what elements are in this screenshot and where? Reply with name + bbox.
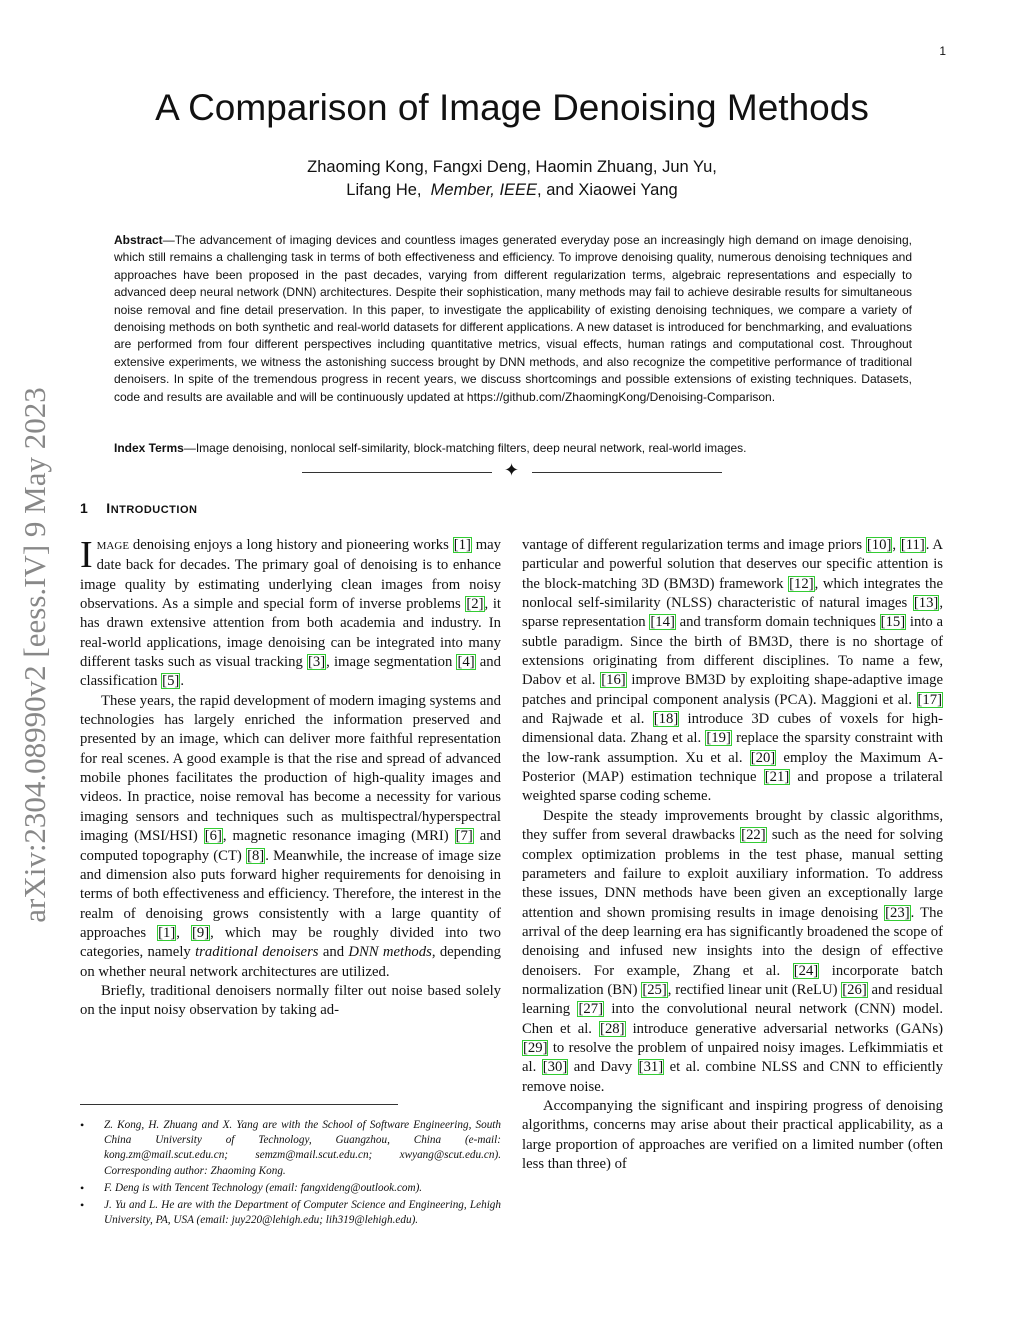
section-heading-introduction: 1 INTRODUCTION (80, 500, 198, 516)
citation-link[interactable]: [25] (642, 981, 667, 998)
drop-cap: I (80, 534, 93, 576)
bullet-icon: • (80, 1198, 85, 1213)
ieee-member-role: Member, IEEE (430, 181, 538, 199)
citation-link[interactable]: [8] (247, 847, 265, 864)
page-number: 1 (939, 44, 946, 58)
citation-link[interactable]: [10] (866, 537, 892, 553)
abstract-label: Abstract (114, 233, 163, 247)
paragraph: These years, the rapid development of modern imaging systems and technologies has largely enriched the information preserved and presented by an image, which can deliver more faithful representation for real scenes. A good example is that the rise and spread of advanced mobile phones facilitates the production of high-quality images and videos. In practice, noise removal has become a necessity for various imaging sensors and techniques such as multispectral/hyperspectral imaging (MSI/HSI) [6], magnetic resonance imaging (MRI) [7] and computed topography (CT) [8]. Meanwhile, the increase of image size and dimension also puts forward higher requirements for denoising in terms of both effectiveness and efficiency. Therefore, the interest in the realm of denoising grows consistently with a large quantity of approaches [1], [9], which may be roughly divided into two categories, namely traditional denoisers and DNN methods, depending on whether neural network architectures are utilized. (80, 692, 502, 980)
bullet-icon: • (80, 1180, 85, 1195)
citation-link[interactable]: [11] (900, 537, 925, 553)
author-block (0, 156, 1024, 202)
citation-link[interactable]: [15] (880, 614, 906, 631)
citation-link[interactable]: [7] (455, 828, 473, 845)
citation-link[interactable]: [12] (789, 575, 814, 592)
right-column (522, 536, 943, 1174)
authors-line-1: Zhaoming Kong, Fangxi Deng, Haomin Zhuang, Jun Yu, (307, 158, 717, 176)
citation-link[interactable]: [16] (601, 672, 626, 689)
paragraph: vantage of different regularization terms and image priors [10], [11]. A particular and powerful solution that deserves our specific attention is the block-matching 3D (BM3D) framework [12], which integrates the nonlocal self-similarity (NLSS) characteristic of natural images [13], sparse representation [14] and transform domain techniques [15] into a subtle paradigm. Since the birth of BM3D, there is no shortage of extensions originating from different disciplines. To name a few, Dabov et al. [16] improve BM3D by exploiting shape-adaptive image patches and principal component analysis (PCA). Maggioni et al. [17] and Rajwade et al. [18] introduce 3D cubes of voxels for high-dimensional data. Zhang et al. [19] replace the sparsity constraint with the low-rank assumption. Xu et al. [20] employ the Maximum A-Posterior (MAP) estimation technique [21] and propose a trilateral weighted sparse coding scheme. (522, 537, 944, 805)
citation-link[interactable]: [20] (750, 749, 776, 766)
citation-link[interactable]: [26] (842, 981, 867, 998)
citation-link[interactable]: [24] (793, 962, 819, 979)
bullet-icon: • (80, 1118, 85, 1132)
citation-link[interactable]: [2] (466, 596, 484, 613)
paragraph: Accompanying the significant and inspiring progress of denoising algorithms, concerns may arise about their practical applicability, as a large proportion of approaches are verified on a limited number (often less than three) of (522, 1097, 943, 1172)
citation-link[interactable]: [22] (741, 827, 766, 844)
citation-link[interactable]: [4] (457, 654, 475, 671)
footnote: • F. Deng is with Tencent Technology (email: fangxideng@outlook.com). (80, 1180, 423, 1195)
paragraph: Briefly, traditional denoisers normally filter out noise based solely on the input noisy observation by taking ad- (80, 982, 501, 1019)
arxiv-identifier[interactable]: arXiv:2304.08990v2 [eess.IV] 9 May 2023 (17, 387, 52, 923)
index-terms-text: —Image denoising, nonlocal self-similarity, block-matching filters, deep neural network, real-world images. (183, 441, 747, 455)
index-terms-label: Index Terms (114, 441, 184, 455)
abstract-text: —The advancement of imaging devices and countless images generated everyday pose an increasingly high demand on image denoising, which still remains a challenging task in terms of both effectiveness and efficiency. To improve denoising quality, numerous denoising techniques and approaches have been proposed in the past decades, varying from different regularization terms, algebraic representations and especially to advanced deep neural network (DNN) architectures. Despite their sophistication, many methods may fail to achieve desirable results for simultaneous noise removal and fine detail preservation. In this paper, to investigate the applicability of existing denoising techniques, we compare a variety of denoising methods on both synthetic and real-world datasets for different applications. A new dataset is introduced for benchmarking, and evaluations are performed from four different perspectives including quantitative metrics, visual effects, human ratings and computational cost. Throughout extensive experiments, we witness the astonishing success brought by DNN methods, and also recognize the competitive performance of traditional denoisers. In spite of the tremendous progress in recent years, we discuss shortcomings and possible extensions of existing techniques. Datasets, code and results are available and will be continuously updated at https://github.com/ZhaomingKong/Denoising-Comparison. (114, 233, 912, 404)
citation-link[interactable]: [28] (600, 1020, 625, 1037)
separator-line-right (532, 472, 722, 473)
citation-link[interactable]: [31] (638, 1059, 664, 1076)
paragraph: IMAGE denoising enjoys a long history and pioneering works [1] may date back for decades. The primary goal of denoising is to enhance image quality by estimating underlying clean images from noisy observations. As a simple and special form of inverse problems [2], it has drawn extensive attention from both academia and industry. In real-world applications, image denoising can be integrated into many different tasks such as visual tracking [3], image segmentation [4] and classification [5]. (80, 534, 502, 690)
citation-link[interactable]: [27] (578, 1001, 603, 1018)
paper-title: A Comparison of Image Denoising Methods (155, 87, 869, 128)
citation-link[interactable]: [14] (650, 614, 675, 631)
separator-line-left (302, 472, 492, 473)
index-terms (114, 440, 912, 457)
footnote: • J. Yu and L. He are with the Department of Computer Science and Engineering, Lehigh University, PA, USA (email: juy220@lehigh.edu; lih319@lehigh.edu). (80, 1198, 501, 1227)
footnotes (80, 1118, 501, 1230)
arxiv-sidebar (10, 355, 60, 955)
citation-link[interactable]: [18] (653, 711, 679, 728)
citation-link[interactable]: [1] (158, 924, 176, 941)
citation-link[interactable]: [21] (764, 769, 790, 786)
citation-link[interactable]: [6] (204, 828, 222, 845)
footnote: • Z. Kong, H. Zhuang and X. Yang are with the School of Software Engineering, South China University of Technology, Guangzhou, China (e-mail: kong.zm@mail.scut.edu.cn; semzm@mail.scut.edu.cn; xwyang@scut.edu.cn). Corresponding author: Zhaoming Kong. (80, 1118, 501, 1177)
citation-link[interactable]: [13] (913, 595, 939, 612)
authors-line-2: Lifang He, Member, IEEE, and Xiaowei Yang (346, 181, 678, 199)
citation-link[interactable]: [30] (542, 1059, 568, 1076)
section-number: 1 (80, 500, 89, 516)
citation-link[interactable]: [9] (192, 924, 210, 941)
citation-link[interactable]: [19] (706, 730, 731, 747)
citation-link[interactable]: [1] (453, 537, 471, 553)
separator-star-icon: ✦ (504, 460, 520, 481)
paragraph: Despite the steady improvements brought by classic algorithms, they suffer from several drawbacks [22] such as the need for solving complex optimization problems in the test phase, manual setting parameters and failure to exploit auxiliary information. To address these issues, DNN methods have been given an exceptionally large attention and shown promising results in image denoising [23]. The arrival of the deep learning era has significantly broadened the scope of denoising and infused new insights into the design of effective denoisers. For example, Zhang et al. [24] incorporate batch normalization (BN) [25], rectified linear unit (ReLU) [26] and residual learning [27] into the convolutional neural network (CNN) model. Chen et al. [28] introduce generative adversarial networks (GANs) [29] to resolve the problem of unpaired noisy images. Lefkimmiatis et al. [30] and Davy [31] et al. combine NLSS and CNN to efficiently remove noise. (522, 807, 944, 1095)
citation-link[interactable]: [5] (162, 673, 180, 690)
left-column (80, 536, 501, 1021)
footnote-rule (80, 1104, 398, 1105)
citation-link[interactable]: [29] (523, 1039, 548, 1056)
abstract (114, 232, 912, 406)
citation-link[interactable]: [23] (885, 904, 910, 921)
citation-link[interactable]: [17] (917, 691, 942, 708)
citation-link[interactable]: [3] (307, 654, 326, 671)
